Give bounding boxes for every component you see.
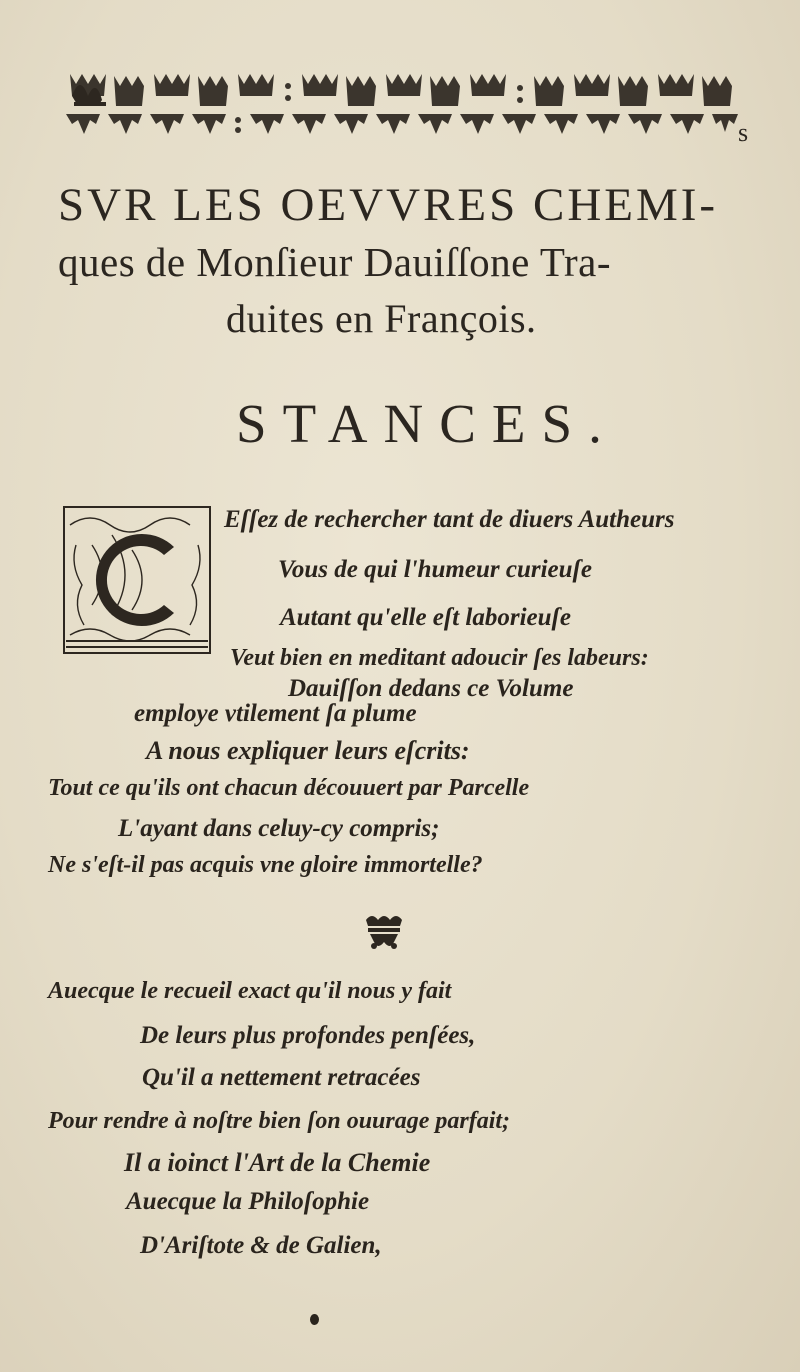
verse-line-10: Ne s'eſt-il pas acquis vne gloire immortelle?	[48, 852, 483, 878]
verse-line-2: Vous de qui l'humeur curieuſe	[278, 556, 592, 583]
title-line-2: ques de Monſieur Dauiſſone Tra-	[58, 239, 611, 285]
fleuron-ornament	[360, 912, 408, 952]
verse-line-17: D'Ariſtote & de Galien,	[140, 1232, 382, 1259]
verse-line-16: Auecque la Philoſophie	[126, 1188, 370, 1215]
verse-line-3: Autant qu'elle eſt laborieuſe	[280, 604, 571, 631]
verse-line-5: Dauiſſon dedans ce Volume	[288, 675, 574, 702]
decorated-initial-c	[62, 505, 212, 655]
fleuron-border-ornament	[62, 66, 762, 154]
section-title: STANCES.	[236, 393, 618, 454]
verse-line-4: Veut bien en meditant adoucir ſes labeurs:	[230, 645, 649, 671]
verse-line-15: Il a ioinct l'Art de la Chemie	[124, 1148, 431, 1177]
ink-speck	[310, 1314, 319, 1325]
verse-line-14: Pour rendre à noſtre bien ſon ouurage parfait;	[48, 1108, 511, 1134]
verse-line-7: A nous expliquer leurs eſcrits:	[146, 736, 470, 765]
verse-line-12: De leurs plus profondes penſées,	[140, 1022, 476, 1049]
verse-line-11: Auecque le recueil exact qu'il nous y fait	[48, 978, 452, 1004]
verse-line-1: Eſſez de rechercher tant de diuers Autheurs	[224, 506, 675, 533]
ornament-end-letter: s	[738, 118, 749, 147]
title-line-1: SVR LES OEVVRES CHEMI-	[58, 179, 719, 231]
verse-line-9: L'ayant dans celuy-cy compris;	[118, 815, 440, 842]
verse-line-6: employe vtilement ſa plume	[134, 700, 417, 727]
title-line-3: duites en François.	[226, 296, 537, 341]
verse-line-13: Qu'il a nettement retracées	[142, 1064, 421, 1091]
verse-line-8: Tout ce qu'ils ont chacun découuert par Parcelle	[48, 775, 530, 801]
